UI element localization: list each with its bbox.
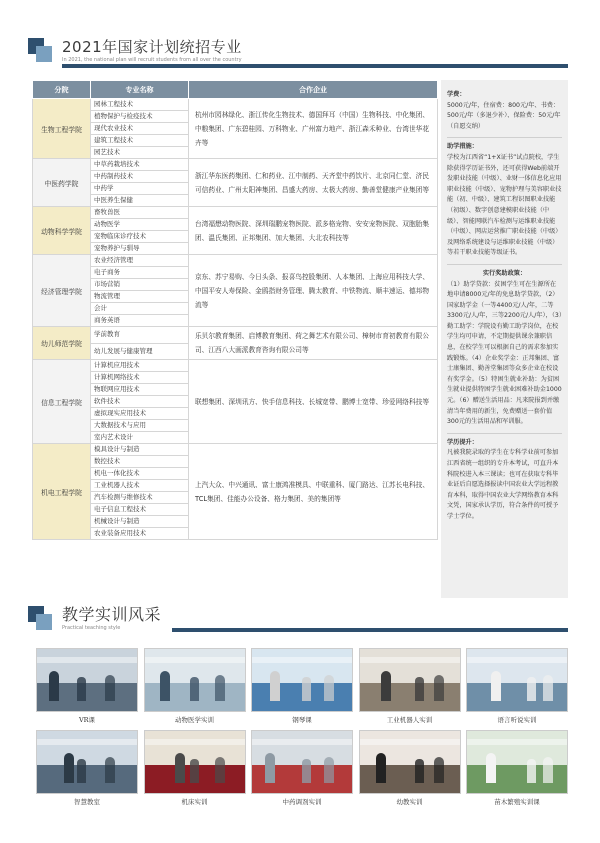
photo-caption: 工业机器人实训	[386, 716, 433, 724]
major-cell: 市场营销	[91, 279, 189, 291]
company-cell: 联想集团、深圳讯方、快手信息科技、长城宽带、鹏博士宽带、珍爱网络科技等	[189, 360, 438, 444]
major-cell: 机电一体化技术	[91, 468, 189, 480]
photo-caption: 语言听说实训	[497, 716, 537, 724]
photo-item	[144, 730, 246, 806]
preschool-dance-scene-icon	[359, 730, 461, 794]
major-cell: 动物医学	[91, 219, 189, 231]
major-cell: 电子商务	[91, 267, 189, 279]
major-cell: 学前教育	[91, 327, 189, 344]
photo-item	[36, 648, 138, 724]
major-cell: 计算机网络技术	[91, 372, 189, 384]
major-cell: 室内艺术设计	[91, 432, 189, 444]
divider	[447, 137, 562, 138]
major-cell: 中药制药技术	[91, 171, 189, 183]
section-training-subtitle: Practical teaching style	[62, 625, 121, 631]
table-row	[33, 207, 438, 219]
photo-caption: 钢琴课	[292, 716, 312, 724]
major-cell: 园艺技术	[91, 147, 189, 159]
table-row	[33, 444, 438, 456]
policy-text: （1）助学贷款：贫困学生可在生源所在地申请8000元/年的免息助学贷款，（2）国家助学金（一等4400元/人/年，二等3300元/人/年，三等2200元/人/年），（3）勤工助学：学院设有勤工助学岗位，在校学生均可申请，不定期提供课余兼职信息，在校学生可以根据自己的需求参加实践锻炼。（4）企业奖学金：正邦集团、富士康集团、勤善堂集团等众多企业在校设有奖学金。（5）特困生就业补助：为贫困生就业提供特困学生就业困难补助金1000元。（6）赠送生活用品：凡来院报到并缴清当年费用的新生，免费赠送一套价值300元的生活用品和军训服。	[447, 280, 562, 426]
veterinary-lab-scene-icon	[144, 648, 246, 712]
major-cell: 机械设计与制造	[91, 516, 189, 528]
training-photo-gallery	[36, 648, 568, 812]
section-training-header	[28, 606, 161, 632]
aid-title: 助学措施：	[447, 143, 478, 151]
major-cell: 软件技术	[91, 396, 189, 408]
major-cell: 计算机应用技术	[91, 360, 189, 372]
section-squares-icon	[28, 38, 54, 64]
dept-cell: 中医药学院	[33, 159, 91, 207]
photo-item	[36, 730, 138, 806]
section-squares-icon	[28, 606, 54, 632]
photo-caption: 智慧教室	[74, 798, 100, 806]
header-dept: 分院	[33, 81, 91, 99]
major-cell: 中医养生保健	[91, 195, 189, 207]
major-cell: 农业经济管理	[91, 255, 189, 267]
photo-caption: 中药调剂实训	[282, 798, 322, 806]
header-company: 合作企业	[189, 81, 438, 99]
major-cell: 宠物临床诊疗技术	[91, 231, 189, 243]
dept-cell: 生物工程学院	[33, 99, 91, 159]
photo-item	[144, 648, 246, 724]
section-training-title: 教学实训风采	[62, 605, 162, 624]
table-header-row	[33, 81, 438, 99]
table-row	[33, 360, 438, 372]
major-cell: 园林工程技术	[91, 99, 189, 111]
major-cell: 数控技术	[91, 456, 189, 468]
major-cell: 植物保护与检疫技术	[91, 111, 189, 123]
dept-cell: 幼儿师范学院	[33, 327, 91, 360]
industrial-robot-scene-icon	[359, 648, 461, 712]
photo-item	[251, 730, 353, 806]
major-cell: 畜牧兽医	[91, 207, 189, 219]
major-cell: 宠物养护与驯导	[91, 243, 189, 255]
company-cell: 京东、苏宁易购、今日头条、报喜鸟控股集团、人本集团、上海应用科技大学、中国平安人寿保险、金鸥指财务管理、腾太教育、中铁物流、顺丰速运、德邦物流等	[189, 255, 438, 327]
photo-caption: VR课	[78, 716, 96, 724]
major-cell: 大数据技术与应用	[91, 420, 189, 432]
photo-item	[466, 648, 568, 724]
major-cell: 农业装备应用技术	[91, 528, 189, 540]
upgrade-title: 学历提升：	[447, 438, 478, 446]
company-cell: 上汽大众、中兴通讯、富士康鸿准模具、中联重科、厦门路达、江苏长电科技、TCL集团、佳能办公设备、格力集团、美的集团等	[189, 444, 438, 540]
divider	[447, 433, 562, 434]
major-plan-table	[32, 80, 438, 540]
major-cell: 汽车检测与维修技术	[91, 492, 189, 504]
divider	[447, 264, 562, 265]
aid-text: 学校为江西省“1+X证书”试点院校，学生除获得学历证书外，还可获得Web前端开发职业技能（中级）、业财一体信息化应用职业技能（中级）、宠物护理与美容职业技能（初、中级）、建筑工程识图职业技能（初级）、数字创意建模职业技能（中级）、智能网联汽车检测与运维职业技能（中级）、网店运营推广职业技能（中级）及网络系统建设与运维职业技能（中级）等若干职业技能等级证书。	[447, 153, 562, 257]
photo-caption: 动物医学实训	[175, 716, 214, 724]
major-cell: 会计	[91, 303, 189, 315]
herbal-pharmacy-scene-icon	[251, 730, 353, 794]
table-row	[33, 327, 438, 344]
language-lab-scene-icon	[466, 648, 568, 712]
photo-item	[251, 648, 353, 724]
major-cell: 模具设计与制造	[91, 444, 189, 456]
vr-headset-scene-icon	[36, 648, 138, 712]
major-cell: 物联网应用技术	[91, 384, 189, 396]
major-cell: 商务英语	[91, 315, 189, 327]
fees-text: 5000元/年，住宿费：800元/年、书费：500元/年（多退少补）、保险费：50元/年（自愿交纳）	[447, 101, 561, 130]
major-cell: 中草药栽培技术	[91, 159, 189, 171]
major-cell: 中药学	[91, 183, 189, 195]
section-plan-title: 2021年国家计划统招专业	[62, 38, 242, 56]
photo-item	[466, 730, 568, 806]
photo-row	[36, 730, 568, 806]
major-cell: 工业机器人技术	[91, 480, 189, 492]
table-row	[33, 159, 438, 171]
photo-caption: 苗木繁殖实训课	[494, 798, 540, 806]
smart-classroom-scene-icon	[36, 730, 138, 794]
table-row	[33, 255, 438, 267]
major-cell: 现代农业技术	[91, 123, 189, 135]
section-plan-subtitle: In 2021, the national plan will recruit students from all over the country	[62, 57, 242, 63]
dept-cell: 动物科学学院	[33, 207, 91, 255]
dept-cell: 机电工程学院	[33, 444, 91, 540]
company-cell: 浙江华东医药集团、仁和药业、江中制药、天齐堂中药饮片、北京同仁堂、济民可信药业、广州太阳神集团、昌盛大药房、太极大药房、勤善堂健康产业集团等	[189, 159, 438, 207]
company-cell: 杭州市园林绿化、浙江传化生物技术、德国拜耳（中国）生物科技、中化集团、中粮集团、广东碧桂园、万科物业、广州富力地产、浙江森禾种业、台湾世华花卉等	[189, 99, 438, 159]
company-cell: 台湾福懋动物医院、深圳瑞鹏宠物医院、派多格宠物、安安宠物医院、双胞胎集团、温氏集团、正邦集团、加大集团、大北农科技等	[189, 207, 438, 255]
header-major: 专业名称	[91, 81, 189, 99]
policy-title: 实行奖助政策：	[482, 269, 527, 277]
nursery-greenhouse-scene-icon	[466, 730, 568, 794]
major-cell: 建筑工程技术	[91, 135, 189, 147]
section-training-bar	[172, 628, 568, 632]
photo-row	[36, 648, 568, 724]
photo-caption: 幼教实训	[396, 798, 423, 806]
table-row	[33, 99, 438, 111]
company-cell: 乐贝尔教育集团、启博教育集团、荷之舞艺术有限公司、樟树市育初教育有限公司、江西八大画派教育咨询有限公司等	[189, 327, 438, 360]
dept-cell: 信息工程学院	[33, 360, 91, 444]
piano-room-scene-icon	[251, 648, 353, 712]
machine-tool-scene-icon	[144, 730, 246, 794]
info-side-panel	[441, 80, 568, 598]
major-cell: 物流管理	[91, 291, 189, 303]
section-plan-bar	[62, 64, 568, 68]
upgrade-text: 凡被我院录取的学生在专科学业前可参加江西省统一组织的专升本考试，可直升本科院校进入本三课读；也可在获取专科毕业证后自愿选择报读中国农业大学远程教育本科，取得中国农业大学网络教育本科文凭，国家承认学历，符合条件的可授予学士学位。	[447, 449, 559, 520]
photo-caption: 机床实训	[181, 798, 208, 806]
dept-cell: 经济管理学院	[33, 255, 91, 327]
photo-item	[359, 730, 461, 806]
photo-item	[359, 648, 461, 724]
section-plan-header	[28, 38, 242, 64]
major-cell: 虚拟现实应用技术	[91, 408, 189, 420]
major-cell: 幼儿发展与健康管理	[91, 343, 189, 360]
major-cell: 电子信息工程技术	[91, 504, 189, 516]
fees-title: 学费：	[447, 91, 466, 98]
